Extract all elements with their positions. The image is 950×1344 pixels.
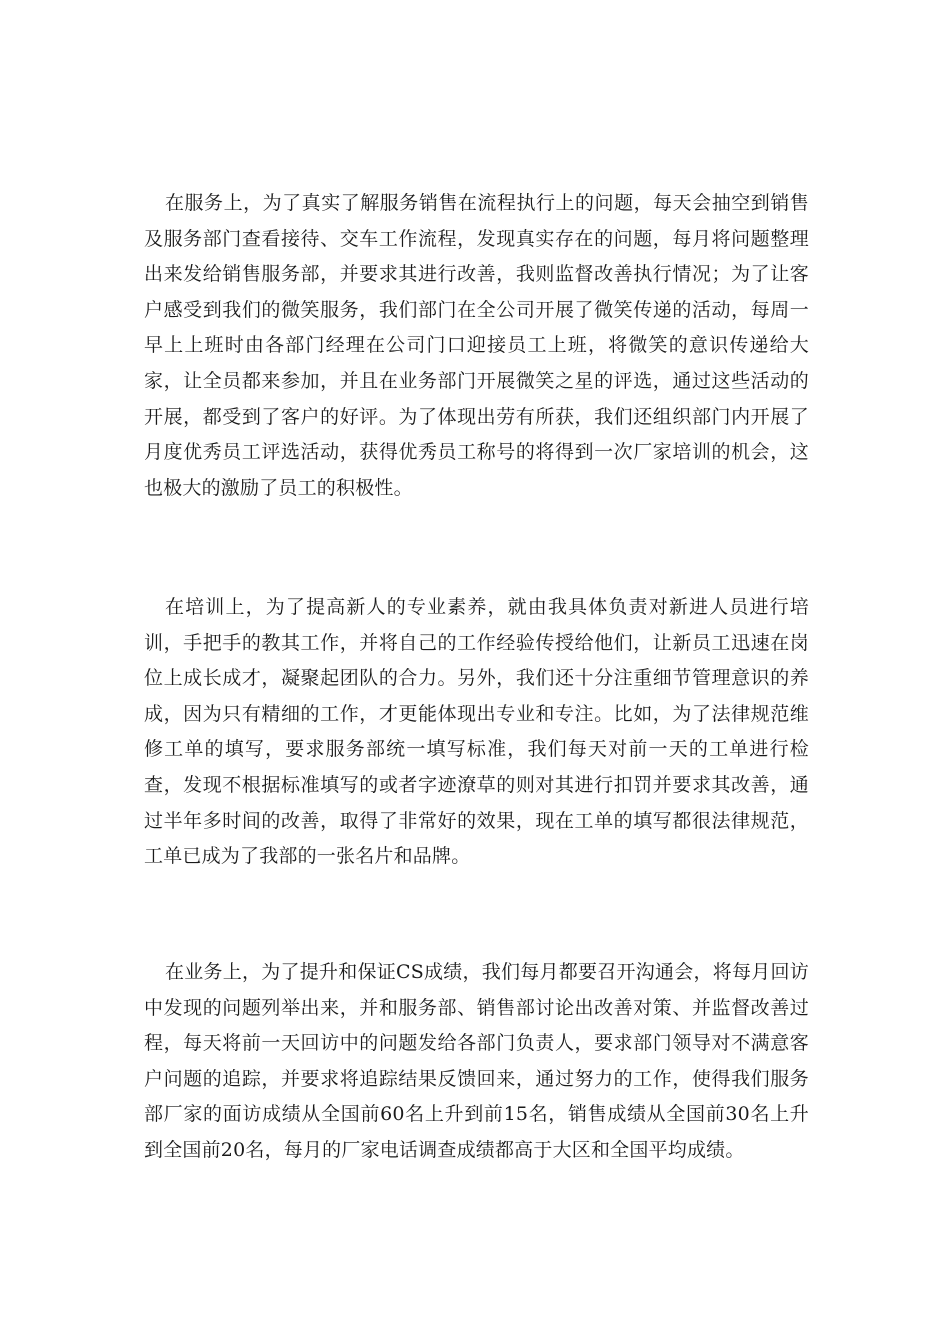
paragraph-training: 在培训上，为了提高新人的专业素养，就由我具体负责对新进人员进行培训，手把手的教其工作，并将自己的工作经验传授给他们，让新员工迅速在岗位上成长成才，凝聚起团队的合力。另外，我们还十分注重细节管理意识的养成，因为只有精细的工作，才更能体现出专业和专注。比如，为了法律规范维修工单的填写，要求服务部统一填写标准，我们每天对前一天的工单进行检查，发现不根据标准填写的或者字迹潦草的则对其进行扣罚并要求其改善，通过半年多时间的改善，取得了非常好的效果，现在工单的填写都很法律规范，工单已成为了我部的一张名片和品牌。: [144, 596, 809, 868]
paragraph-service: 在服务上，为了真实了解服务销售在流程执行上的问题，每天会抽空到销售及服务部门查看接待、交车工作流程，发现真实存在的问题，每月将问题整理出来发给销售服务部，并要求其进行改善，我则监督改善执行情况；为了让客户感受到我们的微笑服务，我们部门在全公司开展了微笑传递的活动，每周一早上上班时由各部门经理在公司门口迎接员工上班，将微笑的意识传递给大家，让全员都来参加，并且在业务部门开展微笑之星的评选，通过这些活动的开展，都受到了客户的好评。为了体现出劳有所获，我们还组织部门内开展了月度优秀员工评选活动，获得优秀员工称号的将得到一次厂家培训的机会，这也极大的激励了员工的积极性。: [144, 192, 809, 499]
paragraph-business: 在业务上，为了提升和保证CS成绩，我们每月都要召开沟通会，将每月回访中发现的问题列举出来，并和服务部、销售部讨论出改善对策、并监督改善过程，每天将前一天回访中的问题发给各部门负责人，要求部门领导对不满意客户问题的追踪，并要求将追踪结果反馈回来，通过努力的工作，使得我们服务部厂家的面访成绩从全国前60名上升到前15名，销售成绩从全国前30名上升到全国前20名，每月的厂家电话调查成绩都高于大区和全国平均成绩。: [144, 961, 809, 1161]
